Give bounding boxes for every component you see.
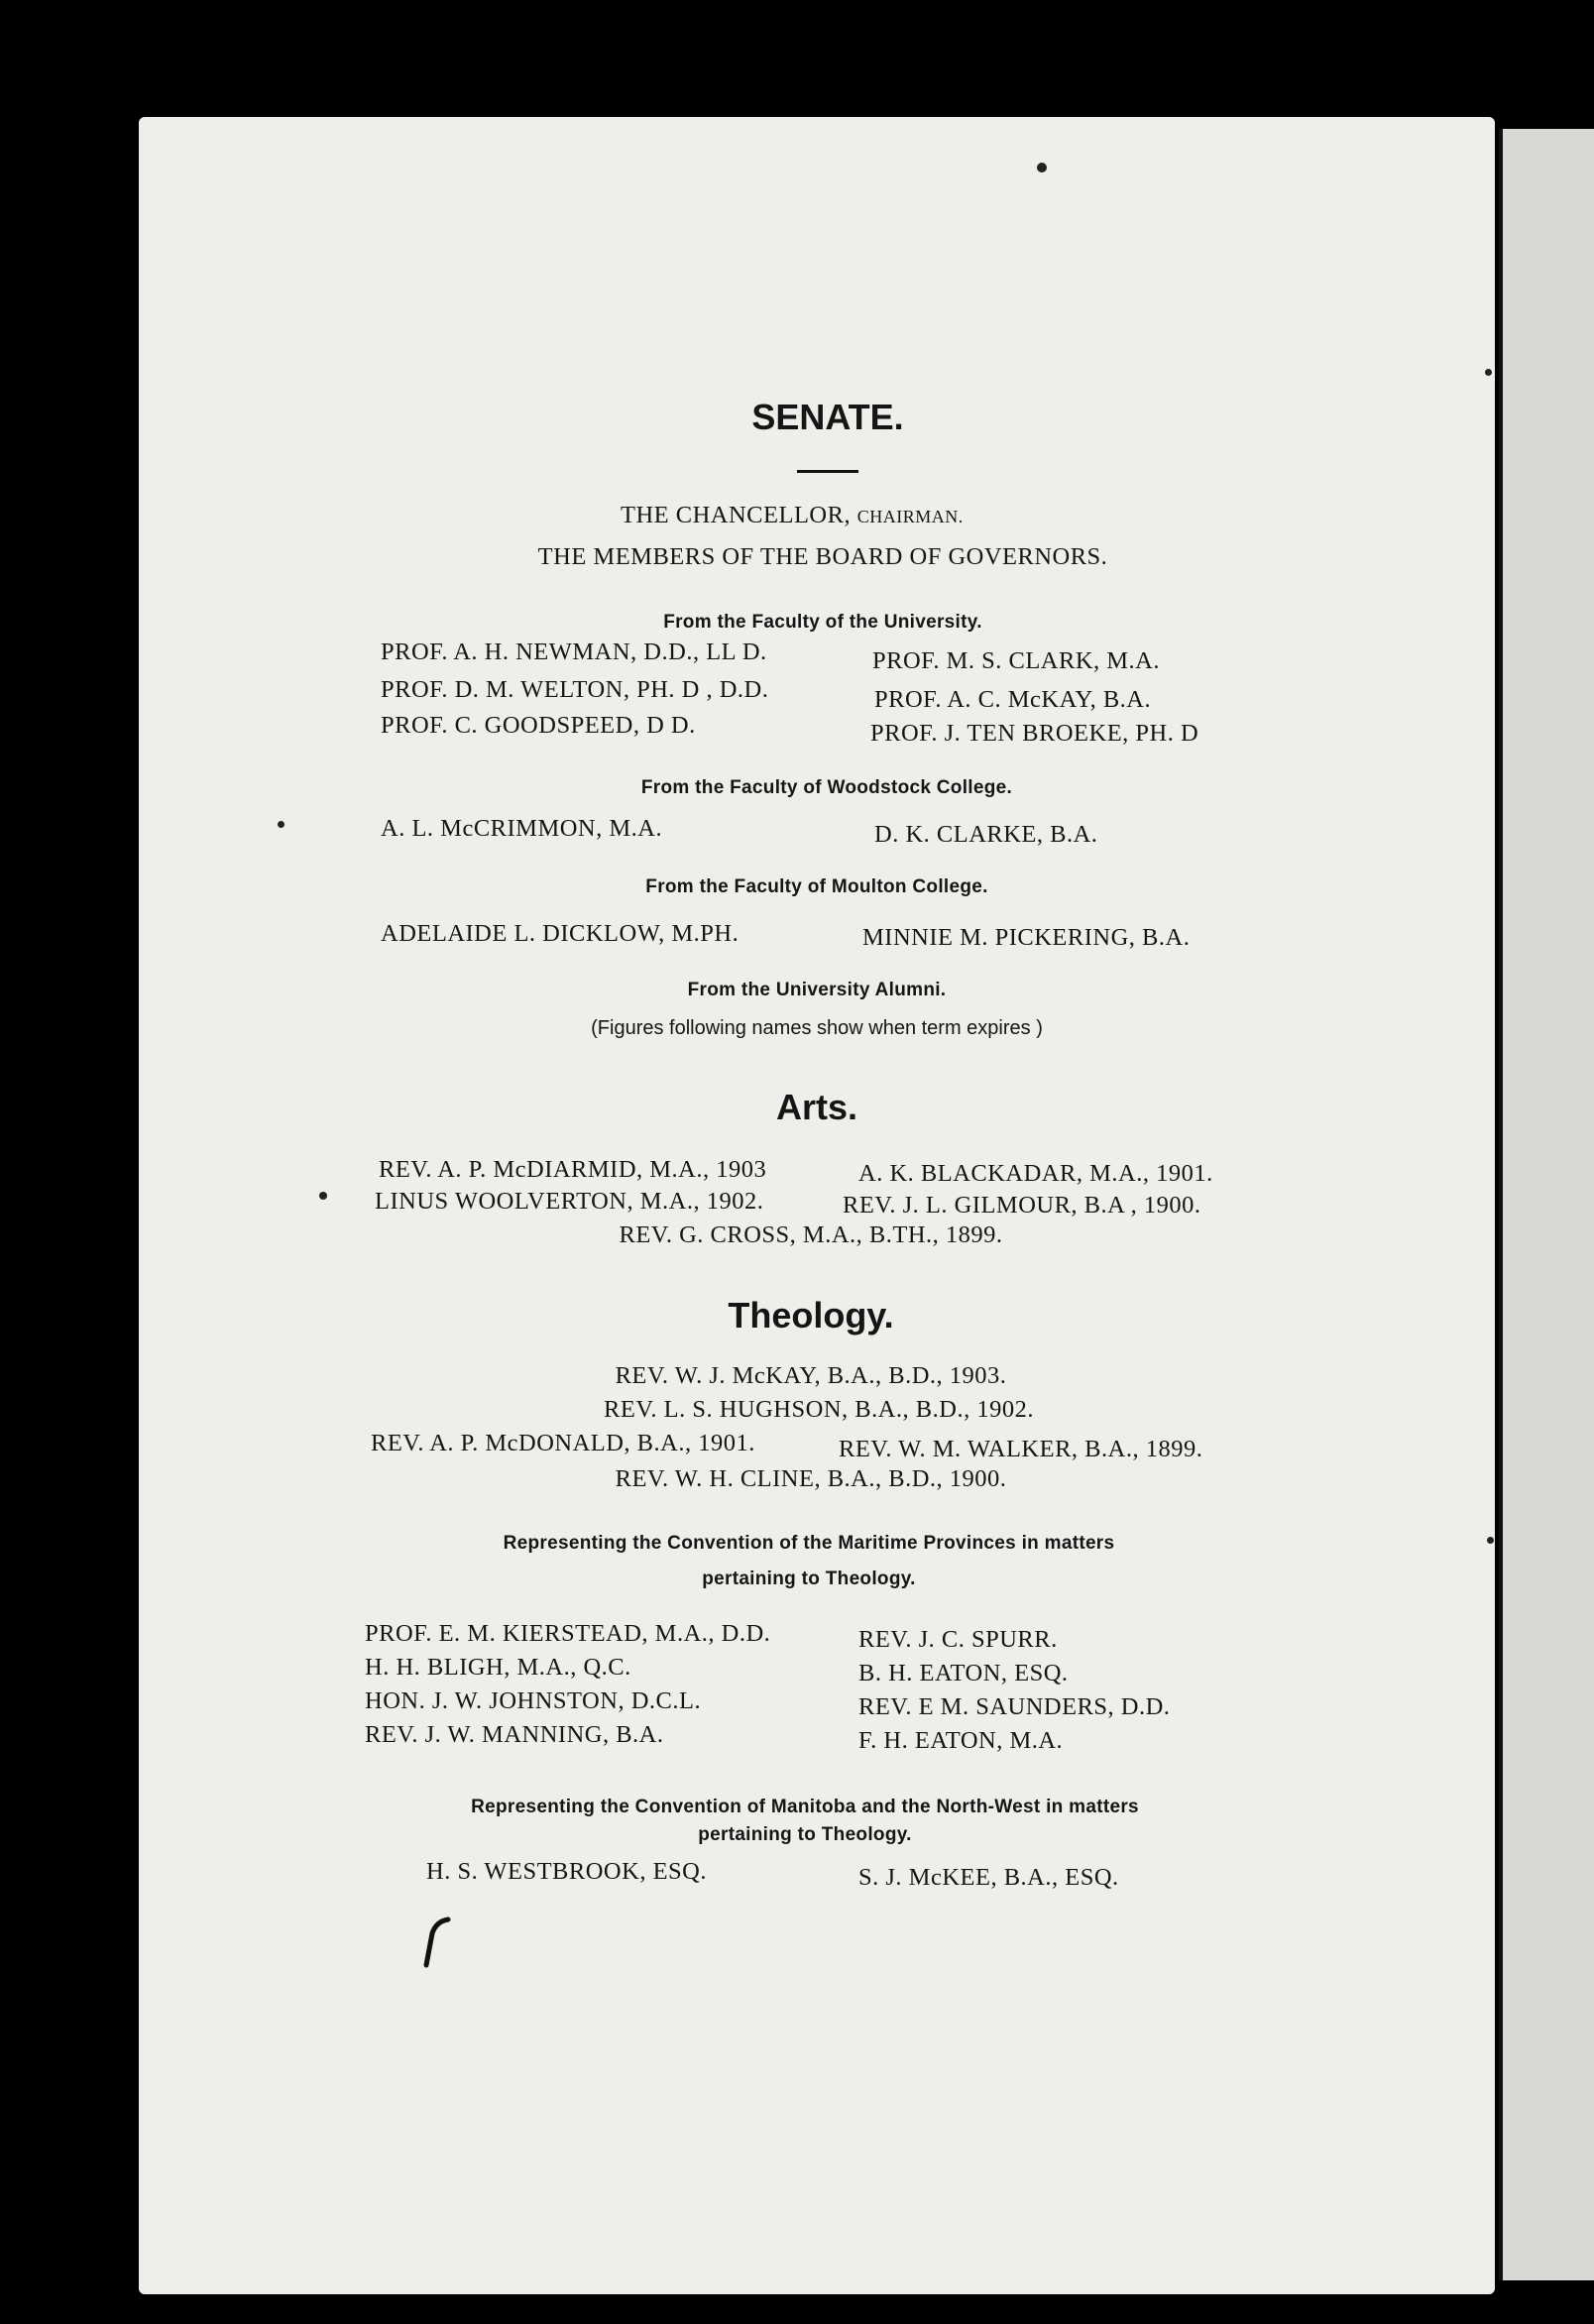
chancellor-line <box>621 502 964 529</box>
maritime-left-3: HON. J. W. JOHNSTON, D.C.L. <box>365 1687 702 1714</box>
pencil-mark <box>418 1914 458 1973</box>
maritime-right-1: REV. J. C. SPURR. <box>858 1626 1058 1653</box>
theology-line-4: REV. W. H. CLINE, B.A., B.D., 1900. <box>615 1465 1007 1492</box>
scan-speck <box>1037 163 1047 173</box>
moulton-faculty-heading: From the Faculty of Moulton College. <box>645 876 988 897</box>
maritime-left-4: REV. J. W. MANNING, B.A. <box>365 1721 664 1748</box>
manitoba-heading-2: pertaining to Theology. <box>698 1824 912 1845</box>
arts-center-line: REV. G. CROSS, M.A., B.TH., 1899. <box>619 1221 1003 1248</box>
woodstock-left: A. L. McCRIMMON, M.A. <box>381 815 663 842</box>
manitoba-left: H. S. WESTBROOK, ESQ. <box>426 1858 707 1885</box>
scan-speck <box>1487 1537 1494 1544</box>
title-rule <box>797 470 858 473</box>
chancellor-name: THE CHANCELLOR, <box>621 502 852 528</box>
theology-heading: Theology. <box>728 1295 894 1336</box>
adjacent-page-edge <box>1499 129 1594 2280</box>
university-left-1: PROF. A. H. NEWMAN, D.D., LL D. <box>381 639 767 665</box>
theology-line-2: REV. L. S. HUGHSON, B.A., B.D., 1902. <box>604 1396 1034 1423</box>
maritime-heading-1: Representing the Convention of the Maritime Provinces in matters <box>503 1533 1115 1554</box>
maritime-left-1: PROF. E. M. KIERSTEAD, M.A., D.D. <box>365 1620 771 1647</box>
arts-row1-right: A. K. BLACKADAR, M.A., 1901. <box>858 1160 1213 1187</box>
scan-speck <box>278 821 285 828</box>
moulton-left: ADELAIDE L. DICKLOW, M.PH. <box>381 920 740 947</box>
woodstock-faculty-heading: From the Faculty of Woodstock College. <box>640 777 1013 798</box>
manitoba-heading-1: Representing the Convention of Manitoba and the North-West in matters <box>471 1797 1139 1817</box>
moulton-right: MINNIE M. PICKERING, B.A. <box>862 924 1191 951</box>
woodstock-right: D. K. CLARKE, B.A. <box>874 821 1098 848</box>
university-right-3: PROF. J. TEN BROEKE, PH. D <box>870 720 1199 747</box>
university-right-1: PROF. M. S. CLARK, M.A. <box>872 647 1160 674</box>
university-faculty-heading: From the Faculty of the University. <box>663 612 982 633</box>
maritime-right-4: F. H. EATON, M.A. <box>858 1727 1064 1754</box>
chancellor-role: CHAIRMAN. <box>856 507 964 526</box>
manitoba-right: S. J. McKEE, B.A., ESQ. <box>858 1864 1119 1891</box>
scan-speck <box>319 1192 327 1200</box>
maritime-right-2: B. H. EATON, ESQ. <box>858 1660 1069 1686</box>
scan-speck <box>1485 369 1492 376</box>
board-line: THE MEMBERS OF THE BOARD OF GOVERNORS. <box>537 543 1108 570</box>
document-page <box>139 117 1495 2294</box>
alumni-heading: From the University Alumni. <box>687 980 947 1000</box>
theology-row-right: REV. W. M. WALKER, B.A., 1899. <box>839 1436 1203 1462</box>
arts-heading: Arts. <box>775 1087 858 1127</box>
university-left-3: PROF. C. GOODSPEED, D D. <box>381 712 696 739</box>
maritime-left-2: H. H. BLIGH, M.A., Q.C. <box>365 1654 631 1681</box>
university-right-2: PROF. A. C. McKAY, B.A. <box>874 686 1152 713</box>
alumni-note: (Figures following names show when term expires ) <box>591 1017 1043 1039</box>
arts-row1-left: REV. A. P. McDIARMID, M.A., 1903 <box>379 1156 767 1183</box>
arts-row2-right: REV. J. L. GILMOUR, B.A , 1900. <box>843 1192 1201 1219</box>
theology-line-1: REV. W. J. McKAY, B.A., B.D., 1903. <box>615 1362 1007 1389</box>
page-title: SENATE. <box>751 397 904 437</box>
arts-row2-left: LINUS WOOLVERTON, M.A., 1902. <box>375 1188 764 1215</box>
maritime-right-3: REV. E M. SAUNDERS, D.D. <box>858 1693 1171 1720</box>
theology-row-left: REV. A. P. McDONALD, B.A., 1901. <box>371 1430 755 1456</box>
maritime-heading-2: pertaining to Theology. <box>702 1569 916 1589</box>
university-left-2: PROF. D. M. WELTON, PH. D , D.D. <box>381 676 769 703</box>
